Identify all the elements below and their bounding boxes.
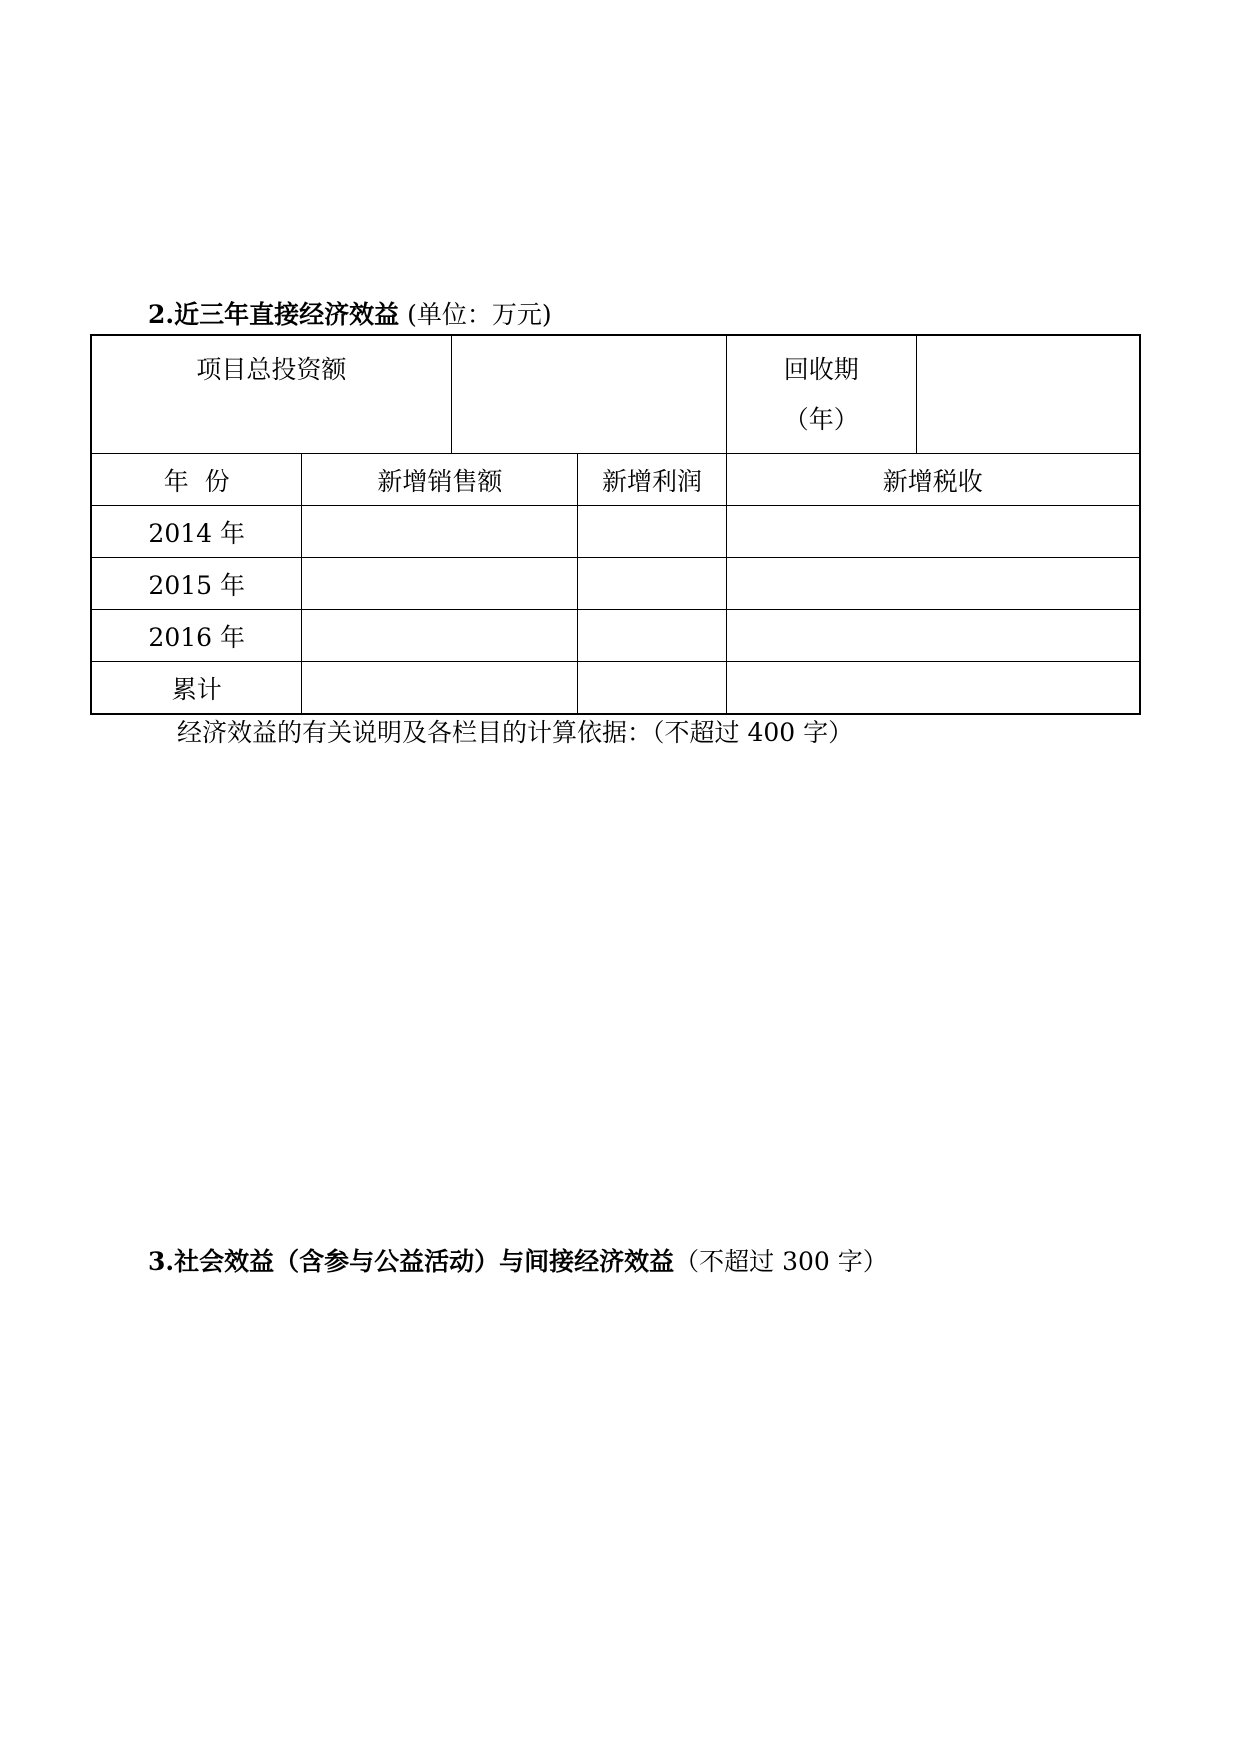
tax-cell[interactable] <box>726 506 1140 558</box>
section-2-unit: (单位：万元) <box>399 300 552 329</box>
header-new-profit: 新增利润 <box>578 454 726 506</box>
section-2-number: 2 <box>148 300 166 329</box>
table-row <box>91 610 1140 662</box>
table-header-row <box>91 454 1140 506</box>
profit-cell[interactable] <box>578 506 726 558</box>
year-cell: 2015 年 <box>91 558 302 610</box>
payback-period-value-cell[interactable] <box>916 335 1140 454</box>
calculation-note: 经济效益的有关说明及各栏目的计算依据：（不超过 400 字） <box>177 718 854 747</box>
header-new-tax: 新增税收 <box>726 454 1140 506</box>
section-2-heading <box>148 300 552 330</box>
section-2-separator: . <box>165 300 175 329</box>
tax-cell[interactable] <box>726 558 1140 610</box>
tax-cell[interactable] <box>726 662 1140 715</box>
year-cell: 2016 年 <box>91 610 302 662</box>
table-row-investment <box>91 335 1140 454</box>
sales-cell[interactable] <box>302 506 578 558</box>
profit-cell[interactable] <box>578 662 726 715</box>
payback-period-label <box>726 335 916 454</box>
table-row-total <box>91 662 1140 715</box>
economic-benefit-table <box>90 334 1141 715</box>
section-3-separator: . <box>165 1247 175 1276</box>
table-row <box>91 558 1140 610</box>
payback-label-line2: （年） <box>783 404 859 434</box>
tax-cell[interactable] <box>726 610 1140 662</box>
sales-cell[interactable] <box>302 662 578 715</box>
total-investment-value-cell[interactable] <box>451 335 726 454</box>
total-investment-label: 项目总投资额 <box>91 335 451 454</box>
sales-cell[interactable] <box>302 558 578 610</box>
sales-cell[interactable] <box>302 610 578 662</box>
payback-label-line1: 回收期 <box>783 354 859 384</box>
header-year: 年 份 <box>91 454 302 506</box>
table-row <box>91 506 1140 558</box>
section-3-limit: （不超过 300 字） <box>674 1247 888 1276</box>
section-3-title: 社会效益（含参与公益活动）与间接经济效益 <box>174 1247 675 1276</box>
section-2-title: 近三年直接经济效益 <box>174 300 400 329</box>
year-cell: 2014 年 <box>91 506 302 558</box>
cumulative-label: 累计 <box>91 662 302 715</box>
section-3-number: 3 <box>148 1247 166 1276</box>
section-3-heading <box>148 1247 888 1277</box>
profit-cell[interactable] <box>578 558 726 610</box>
header-new-sales: 新增销售额 <box>302 454 578 506</box>
profit-cell[interactable] <box>578 610 726 662</box>
